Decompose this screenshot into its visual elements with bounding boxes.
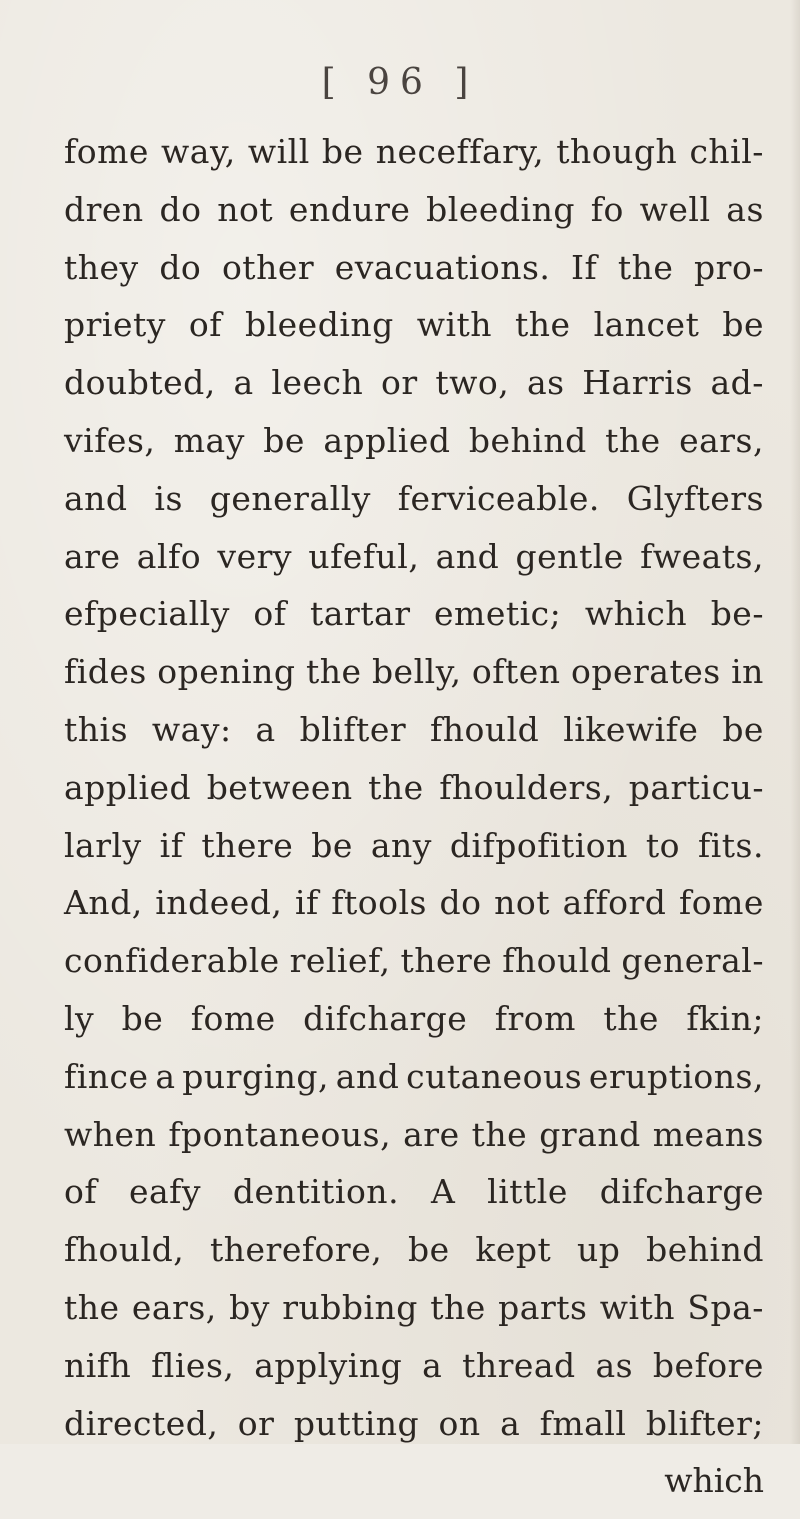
word: putting: [293, 1403, 420, 1443]
word: difpofition: [449, 825, 628, 865]
word: directed,: [64, 1403, 219, 1443]
word: behind: [468, 420, 587, 460]
word: with: [599, 1287, 676, 1327]
word: blifter: [299, 709, 407, 749]
word: ferviceable.: [397, 478, 600, 518]
word: kept: [475, 1230, 552, 1270]
word: if: [294, 883, 319, 923]
word: Glyfters: [626, 478, 764, 518]
word: be: [722, 305, 764, 345]
word: be: [263, 420, 305, 460]
word: difcharge: [303, 998, 468, 1038]
word: ad-: [710, 363, 764, 403]
word: will: [247, 132, 310, 171]
word: ftools: [331, 883, 427, 923]
word: afford: [562, 883, 667, 923]
text-line: [64, 941, 764, 999]
word: operates: [570, 652, 721, 692]
word: of: [253, 594, 287, 634]
word: ly: [64, 998, 95, 1038]
text-line: [64, 999, 764, 1057]
word: be-: [710, 594, 764, 634]
text-line: [64, 594, 764, 652]
word: generally: [209, 478, 371, 518]
word: thread: [462, 1345, 576, 1385]
word: other: [221, 247, 315, 287]
word: neceffary,: [375, 132, 545, 171]
word: two,: [435, 363, 510, 403]
word: emetic;: [434, 594, 562, 634]
word: of: [64, 1172, 98, 1212]
text-line: [64, 652, 764, 710]
word: before: [652, 1345, 764, 1385]
word: often: [471, 652, 561, 692]
word: which: [584, 594, 688, 634]
text-line: [64, 305, 764, 363]
word: are: [64, 536, 121, 576]
text-line: [64, 1346, 764, 1404]
word: endure: [288, 189, 411, 229]
word: behind: [646, 1230, 764, 1270]
word: relief,: [289, 941, 391, 981]
word: rubbing: [282, 1287, 418, 1327]
word: may: [173, 420, 245, 460]
word: though: [556, 132, 678, 171]
word: not: [494, 883, 550, 923]
word: bleeding: [426, 189, 575, 229]
catchword: which: [664, 1461, 764, 1501]
word: the: [368, 767, 424, 807]
word: fides: [64, 652, 147, 692]
word: bleeding: [244, 305, 394, 345]
text-line: [64, 421, 764, 479]
word: grand: [539, 1114, 641, 1154]
word: ears,: [131, 1287, 217, 1327]
word: alfo: [136, 536, 202, 576]
word: priety: [64, 305, 166, 345]
word: to: [645, 825, 681, 865]
text-line: [64, 1172, 764, 1230]
word: on: [438, 1403, 481, 1443]
word: pro-: [694, 247, 764, 287]
word: be: [311, 825, 353, 865]
word: parts: [498, 1287, 588, 1327]
word: applied: [323, 420, 451, 460]
word: Spa-: [687, 1287, 764, 1327]
word: general-: [621, 941, 764, 981]
word: as: [726, 189, 764, 229]
word: opening: [157, 652, 296, 692]
word: be: [407, 1230, 450, 1270]
word: ufeful,: [308, 536, 420, 576]
word: be: [722, 709, 764, 749]
word: purging,: [182, 1056, 329, 1096]
word: the: [305, 652, 362, 692]
word: and: [435, 536, 500, 576]
word: ears,: [679, 420, 764, 460]
word: do: [159, 189, 202, 229]
word: fkin;: [686, 998, 764, 1038]
word: way:: [151, 709, 232, 749]
word: difcharge: [599, 1172, 764, 1212]
word: larly: [64, 825, 142, 865]
word: cutaneous: [406, 1056, 583, 1096]
word: is: [154, 478, 183, 518]
word: this: [64, 709, 129, 749]
word: the: [605, 420, 661, 460]
word: fome: [190, 998, 276, 1038]
word: in: [731, 652, 764, 692]
word: very: [217, 536, 293, 576]
text-line: [64, 1404, 764, 1462]
word: fome: [679, 883, 764, 923]
word: evacuations.: [334, 247, 551, 287]
word: the: [471, 1114, 528, 1154]
text-line: [64, 1057, 764, 1115]
word: be: [121, 998, 164, 1038]
word: there: [400, 941, 493, 981]
word: fpontaneous,: [168, 1114, 392, 1154]
word: means: [652, 1114, 764, 1154]
word: chil-: [689, 132, 764, 171]
word: likewife: [563, 709, 699, 749]
word: dren: [64, 189, 144, 229]
word: fhould: [502, 941, 612, 981]
word: gentle: [515, 536, 624, 576]
word: eruptions,: [588, 1056, 764, 1096]
word: belly,: [371, 652, 462, 692]
word: the: [603, 998, 659, 1038]
word: blifter;: [645, 1403, 764, 1443]
word: do: [439, 883, 482, 923]
word: as: [526, 363, 565, 403]
word: a: [422, 1345, 443, 1385]
word: way,: [161, 132, 236, 171]
word: fweats,: [640, 536, 764, 576]
word: indeed,: [155, 883, 283, 923]
word: a: [255, 709, 276, 749]
word: fmall: [539, 1403, 627, 1443]
word: any: [370, 825, 432, 865]
text-line: [64, 1115, 764, 1173]
word: by: [229, 1287, 270, 1327]
text-line: [64, 826, 764, 884]
word: Harris: [582, 363, 693, 403]
word: a: [155, 1056, 176, 1096]
text-line: [64, 363, 764, 421]
text-line: [64, 710, 764, 768]
word: little: [487, 1172, 568, 1212]
word: well: [639, 189, 711, 229]
text-line: [64, 190, 764, 248]
word: lancet: [593, 305, 700, 345]
word: the: [430, 1287, 486, 1327]
word: efpecially: [64, 594, 230, 634]
word: And,: [64, 883, 143, 923]
word: leech: [271, 363, 364, 403]
word: up: [577, 1230, 621, 1270]
word: If: [571, 247, 598, 287]
word: flies,: [151, 1345, 235, 1385]
word: vifes,: [64, 420, 156, 460]
word: or: [380, 363, 418, 403]
text-line: [64, 1288, 764, 1346]
word: from: [494, 998, 576, 1038]
word: when: [64, 1114, 157, 1154]
word: and: [64, 478, 128, 518]
word: particu-: [628, 767, 764, 807]
page-number: [ 96 ]: [321, 62, 479, 103]
text-line: [64, 768, 764, 826]
page-edge-shadow: [790, 0, 800, 1444]
word: fhould: [430, 709, 540, 749]
word: eafy: [128, 1172, 202, 1212]
word: dentition.: [232, 1172, 400, 1212]
word: fhoulders,: [439, 767, 614, 807]
word: confiderable: [64, 941, 280, 981]
word: the: [64, 1287, 120, 1327]
word: between: [206, 767, 353, 807]
word: applied: [64, 767, 192, 807]
word: doubted,: [64, 363, 216, 403]
word: not: [217, 189, 274, 229]
word: as: [595, 1345, 634, 1385]
text-line: [64, 132, 764, 190]
word: they: [64, 247, 139, 287]
word: or: [237, 1403, 275, 1443]
word: the: [617, 247, 674, 287]
word: be: [321, 132, 364, 171]
text-line: [64, 883, 764, 941]
word: A: [430, 1172, 456, 1212]
word: therefore,: [210, 1230, 383, 1270]
word: a: [500, 1403, 521, 1443]
text-line: [64, 248, 764, 306]
word: with: [416, 305, 493, 345]
word: fo: [590, 189, 624, 229]
text-line: [64, 537, 764, 595]
word: tartar: [310, 594, 411, 634]
body-text: [64, 132, 764, 1519]
word: the: [515, 305, 571, 345]
word: a: [233, 363, 254, 403]
word: fhould,: [64, 1230, 185, 1270]
word: nifh: [64, 1345, 132, 1385]
word: fome: [64, 132, 149, 171]
word: fits.: [697, 825, 764, 865]
text-line: [64, 1230, 764, 1288]
word: of: [188, 305, 222, 345]
word: do: [159, 247, 202, 287]
word: are: [403, 1114, 460, 1154]
word: applying: [254, 1345, 403, 1385]
word: fince: [64, 1056, 149, 1096]
word: there: [201, 825, 294, 865]
text-line: [64, 479, 764, 537]
word: if: [159, 825, 184, 865]
word: and: [335, 1056, 400, 1096]
